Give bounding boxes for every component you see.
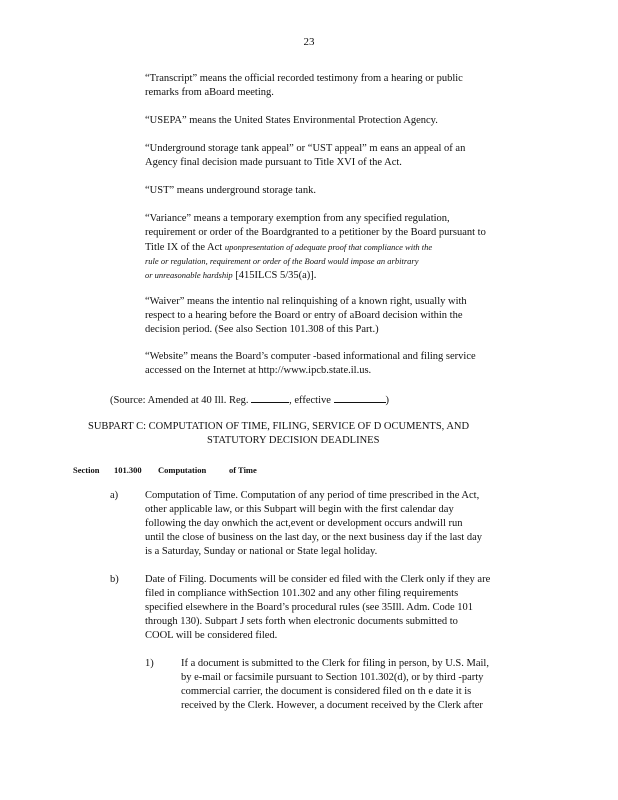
item-a-marker: a) bbox=[110, 490, 119, 501]
variance-line3-text: Title IX of the Act bbox=[145, 242, 223, 253]
section-number: 101.300 bbox=[114, 465, 142, 475]
effective-blank bbox=[334, 392, 386, 403]
page-number: 23 bbox=[303, 36, 315, 48]
item-b-line2: filed in compliance withSection 101.302 and any other filing requirements bbox=[145, 588, 459, 599]
definition-ust: “UST” means underground storage tank. bbox=[145, 185, 316, 196]
definition-variance-line4: rule or regulation, requirement or order of the Board would impose an arbitrary bbox=[145, 256, 419, 266]
subitem-1-marker: 1) bbox=[145, 658, 154, 669]
item-b-line1: Date of Filing. Documents will be consider ed filed with the Clerk only if they are bbox=[145, 574, 491, 585]
item-a-line5: is a Saturday, Sunday or national or State legal holiday. bbox=[145, 546, 378, 557]
definition-website-line1: “Website” means the Board’s computer -based informational and filing service bbox=[145, 351, 476, 362]
item-a-line2: other applicable law, or this Subpart will begin with the first calendar day bbox=[145, 504, 454, 515]
item-a-line3: following the day onwhich the act,event or development occurs andwill run bbox=[145, 518, 463, 529]
source-note-suffix: ) bbox=[385, 395, 390, 406]
definition-transcript-line2: remarks from aBoard meeting. bbox=[145, 87, 274, 98]
definition-variance-line2: requirement or order of the Boardgranted to a petitioner by the Board pursuant to bbox=[145, 227, 486, 238]
subitem-1-line3: commercial carrier, the document is considered filed on th e date it is bbox=[181, 686, 472, 697]
definition-waiver-line1: “Waiver” means the intentio nal relinquishing of a known right, usually with bbox=[145, 296, 467, 307]
item-a-line1: Computation of Time. Computation of any period of time prescribed in the Act, bbox=[145, 490, 480, 501]
item-a-line4: until the close of business on the last day, or the next business day if the last day bbox=[145, 532, 483, 543]
definition-variance-line5 bbox=[145, 268, 316, 283]
subpart-heading-line2: STATUTORY DECISION DEADLINES bbox=[207, 435, 380, 446]
definition-ust-appeal-line2: Agency final decision made pursuant to Title XVI of the Act. bbox=[145, 157, 402, 168]
variance-line5-quote: or unreasonable hardship bbox=[145, 270, 233, 280]
section-title-part1: Computation bbox=[158, 465, 207, 475]
subitem-1-line4: received by the Clerk. However, a document received by the Clerk after bbox=[181, 700, 483, 711]
subpart-heading-line1: SUBPART C: COMPUTATION OF TIME, FILING, SERVICE OF D OCUMENTS, AND bbox=[88, 421, 470, 432]
variance-line5-citation: [415ILCS 5/35(a)]. bbox=[235, 270, 317, 281]
source-note bbox=[110, 392, 389, 408]
item-b-line5: COOL will be considered filed. bbox=[145, 630, 278, 641]
definition-website-line2: accessed on the Internet at http://www.ipcb.state.il.us. bbox=[145, 365, 372, 376]
definition-waiver-line2: respect to a hearing before the Board or entry of aBoard decision within the bbox=[145, 310, 463, 321]
definition-variance-line1: “Variance” means a temporary exemption from any specified regulation, bbox=[145, 213, 450, 224]
item-b-marker: b) bbox=[110, 574, 119, 585]
item-b-line4: through 130). Subpart J sets forth when electronic documents submitted to bbox=[145, 616, 458, 627]
definition-ust-appeal-line1: “Underground storage tank appeal” or “UST appeal” m eans an appeal of an bbox=[145, 143, 466, 154]
section-label: Section bbox=[73, 465, 100, 475]
item-b-line3: specified elsewhere in the Board’s procedural rules (see 35Ill. Adm. Code 101 bbox=[145, 602, 474, 613]
definition-transcript-line1: “Transcript” means the official recorded testimony from a hearing or public bbox=[145, 73, 463, 84]
definition-variance-line3 bbox=[145, 240, 432, 255]
source-note-middle: , effective bbox=[289, 395, 331, 406]
section-title-part2: of Time bbox=[229, 465, 257, 475]
definition-usepa: “USEPA” means the United States Environmental Protection Agency. bbox=[145, 115, 438, 126]
variance-line3-quote: uponpresentation of adequate proof that compliance with the bbox=[224, 242, 433, 252]
subitem-1-line1: If a document is submitted to the Clerk for filing in person, by U.S. Mail, bbox=[181, 658, 489, 669]
reg-blank bbox=[251, 392, 289, 403]
subitem-1-line2: by e-mail or facsimile pursuant to Section 101.302(d), or by third -party bbox=[181, 672, 484, 683]
source-note-prefix: (Source: Amended at 40 Ill. Reg. bbox=[110, 395, 249, 406]
definition-waiver-line3: decision period. (See also Section 101.308 of this Part.) bbox=[145, 324, 379, 335]
